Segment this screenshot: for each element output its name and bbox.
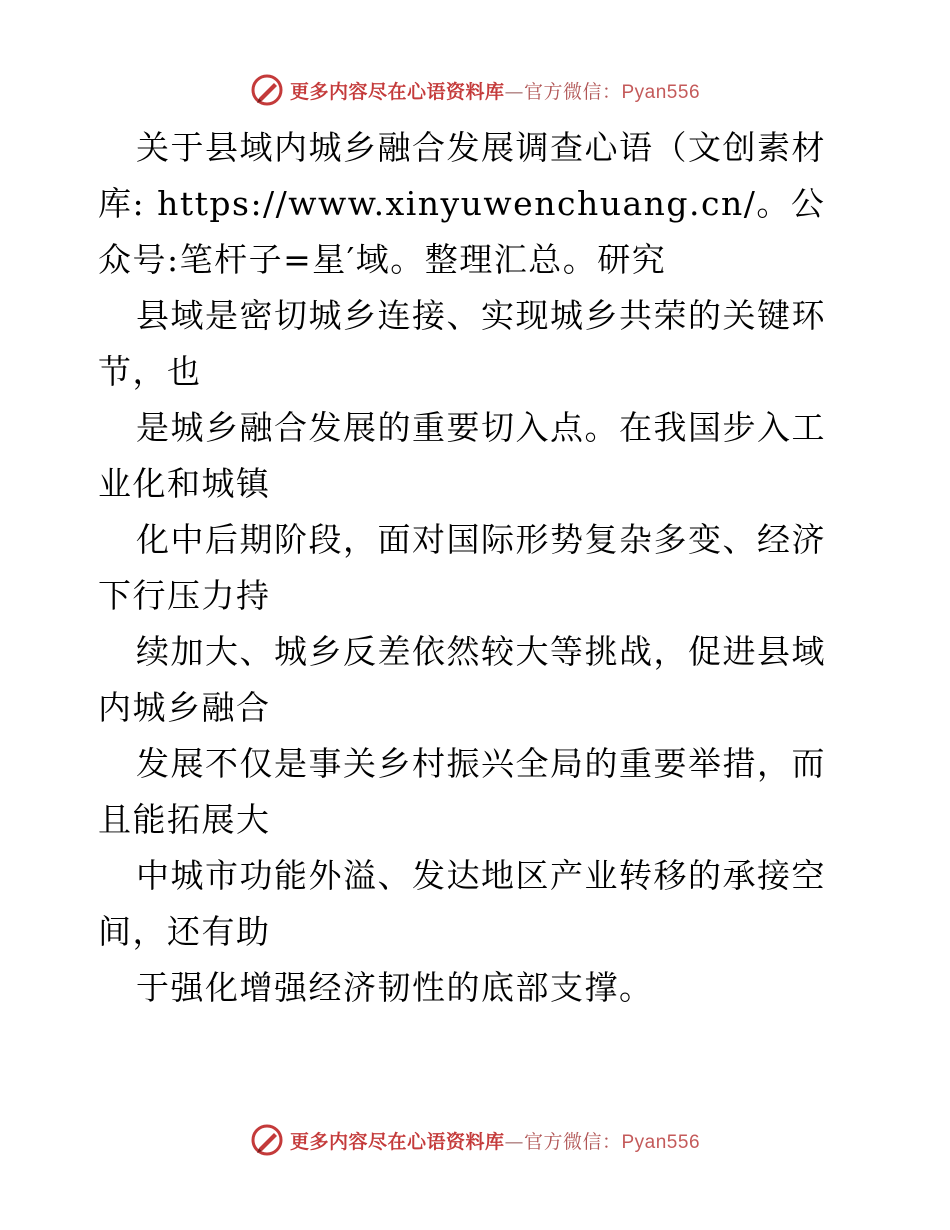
paragraph: 县域是密切城乡连接、实现城乡共荣的关键环节，也 <box>98 296 826 391</box>
paragraph: 于强化增强经济韧性的底部支撑。 <box>136 968 654 1007</box>
banner-wechat-handle: Pyan556 <box>621 1131 701 1153</box>
document-body <box>98 120 858 1016</box>
paragraph: 是城乡融合发展的重要切入点。在我国步入工业化和城镇 <box>98 408 826 503</box>
paragraph: 发展不仅是事关乡村振兴全局的重要举措，而且能拓展大 <box>98 744 826 839</box>
banner-dash: — <box>504 80 524 103</box>
footer-banner-text <box>290 1127 700 1154</box>
banner-wechat-handle: Pyan556 <box>621 81 701 103</box>
paragraph: 续加大、城乡反差依然较大等挑战，促进县域内城乡融合 <box>98 632 826 727</box>
footer-banner <box>0 1120 950 1160</box>
banner-wechat-label: 官方微信： <box>523 1130 622 1153</box>
header-banner-text <box>290 77 700 104</box>
banner-wechat-label: 官方微信： <box>523 80 622 103</box>
banner-dash: — <box>504 1130 524 1153</box>
paragraph: 化中后期阶段，面对国际形势复杂多变、经济下行压力持 <box>98 520 826 615</box>
paragraph: 中城市功能外溢、发达地区产业转移的承接空间，还有助 <box>98 856 826 951</box>
paragraph: 关于县域内城乡融合发展调查心语（文创素材库: https://www.xinyuwenchuang.cn/。公众号:笔杆子=星′域。整理汇总。研究 <box>98 128 826 279</box>
pen-logo-icon <box>250 73 284 107</box>
pen-logo-icon <box>250 1123 284 1157</box>
banner-site-name: 更多内容尽在心语资料库 <box>289 80 505 103</box>
header-banner <box>0 70 950 110</box>
banner-site-name: 更多内容尽在心语资料库 <box>289 1130 505 1153</box>
